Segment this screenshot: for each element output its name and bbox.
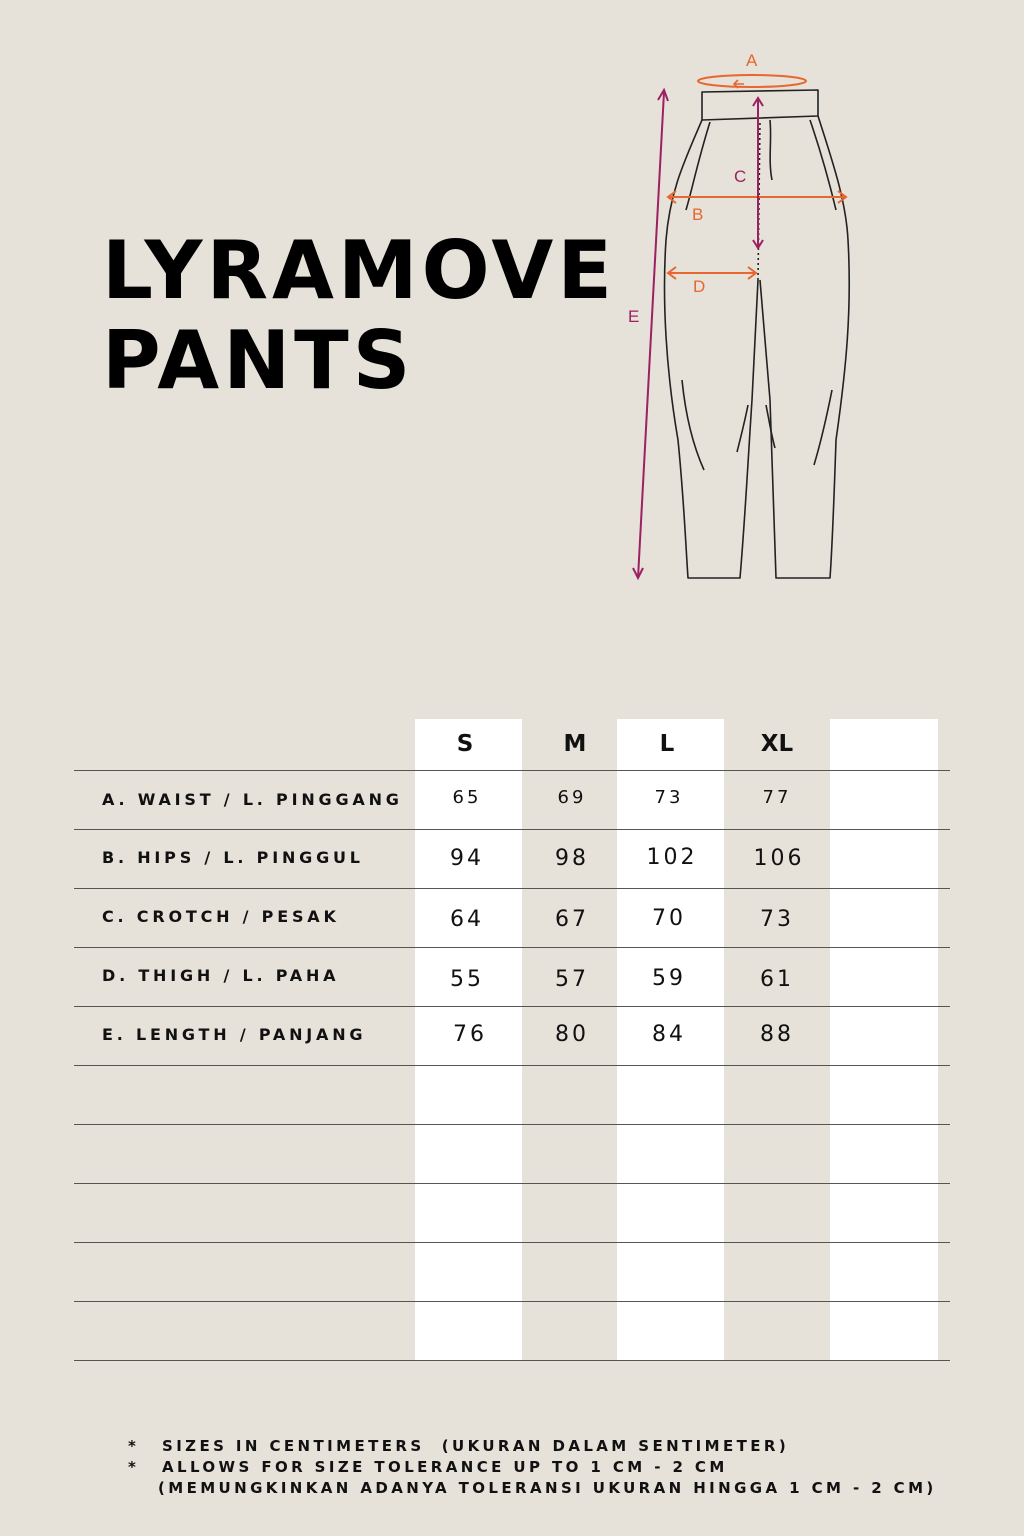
size-header-l: L (659, 731, 675, 757)
row-divider (74, 829, 950, 830)
size-header-m: M (563, 731, 587, 757)
cell-length-s: 76 (453, 1022, 487, 1047)
title-line-2: PANTS (102, 314, 415, 407)
note-bullet: * (128, 1458, 140, 1476)
row-divider (74, 1242, 950, 1243)
cell-crotch-m: 67 (555, 907, 589, 932)
cell-waist-m: 69 (557, 787, 587, 808)
note-text: ALLOWS FOR SIZE TOLERANCE UP TO 1 CM - 2 CM (162, 1458, 728, 1476)
note-text: SIZES IN CENTIMETERS (UKURAN DALAM SENTIMETER) (162, 1437, 790, 1455)
row-divider (74, 947, 950, 948)
note-1 (128, 1436, 937, 1457)
cell-length-m: 80 (555, 1022, 589, 1047)
cell-length-xl: 88 (760, 1022, 794, 1047)
size-notes (128, 1436, 937, 1499)
note-2-translation: (MEMUNGKINKAN ADANYA TOLERANSI UKURAN HINGGA 1 CM - 2 CM) (158, 1479, 937, 1497)
row-divider (74, 1065, 950, 1066)
cell-hips-s: 94 (450, 846, 484, 871)
cell-waist-xl: 77 (762, 787, 792, 808)
cell-hips-l: 102 (646, 845, 698, 870)
row-divider (74, 1124, 950, 1125)
cell-length-l: 84 (652, 1022, 686, 1047)
cell-crotch-s: 64 (450, 907, 484, 932)
cell-thigh-l: 59 (652, 966, 686, 991)
note-2 (128, 1457, 937, 1478)
row-divider (74, 770, 950, 771)
cell-waist-l: 73 (654, 787, 684, 808)
label-b: B (692, 205, 704, 224)
row-divider (74, 1006, 950, 1007)
size-header-s: S (456, 731, 474, 757)
size-header-xl: XL (760, 731, 794, 757)
row-label-thigh: D. THIGH / L. PAHA (102, 966, 340, 985)
row-divider (74, 1183, 950, 1184)
cell-hips-xl: 106 (753, 846, 805, 871)
row-label-hips: B. HIPS / L. PINGGUL (102, 848, 364, 867)
cell-thigh-m: 57 (555, 967, 589, 992)
label-d: D (693, 277, 706, 296)
row-divider (74, 1360, 950, 1361)
cell-thigh-xl: 61 (760, 967, 794, 992)
row-divider (74, 888, 950, 889)
cell-hips-m: 98 (555, 846, 589, 871)
title-line-1: LYRAMOVE (102, 224, 616, 317)
note-bullet: * (128, 1437, 140, 1455)
label-e: E (628, 307, 640, 326)
row-label-waist: A. WAIST / L. PINGGANG (102, 790, 403, 809)
label-c: C (734, 167, 747, 186)
row-divider (74, 1301, 950, 1302)
cell-waist-s: 65 (452, 787, 482, 808)
row-label-length: E. LENGTH / PANJANG (102, 1025, 367, 1044)
cell-crotch-xl: 73 (760, 907, 794, 932)
size-column-bg (830, 719, 938, 1361)
cell-thigh-s: 55 (450, 967, 484, 992)
cell-crotch-l: 70 (652, 906, 686, 931)
label-a: A (746, 51, 758, 70)
row-label-crotch: C. CROTCH / PESAK (102, 907, 340, 926)
